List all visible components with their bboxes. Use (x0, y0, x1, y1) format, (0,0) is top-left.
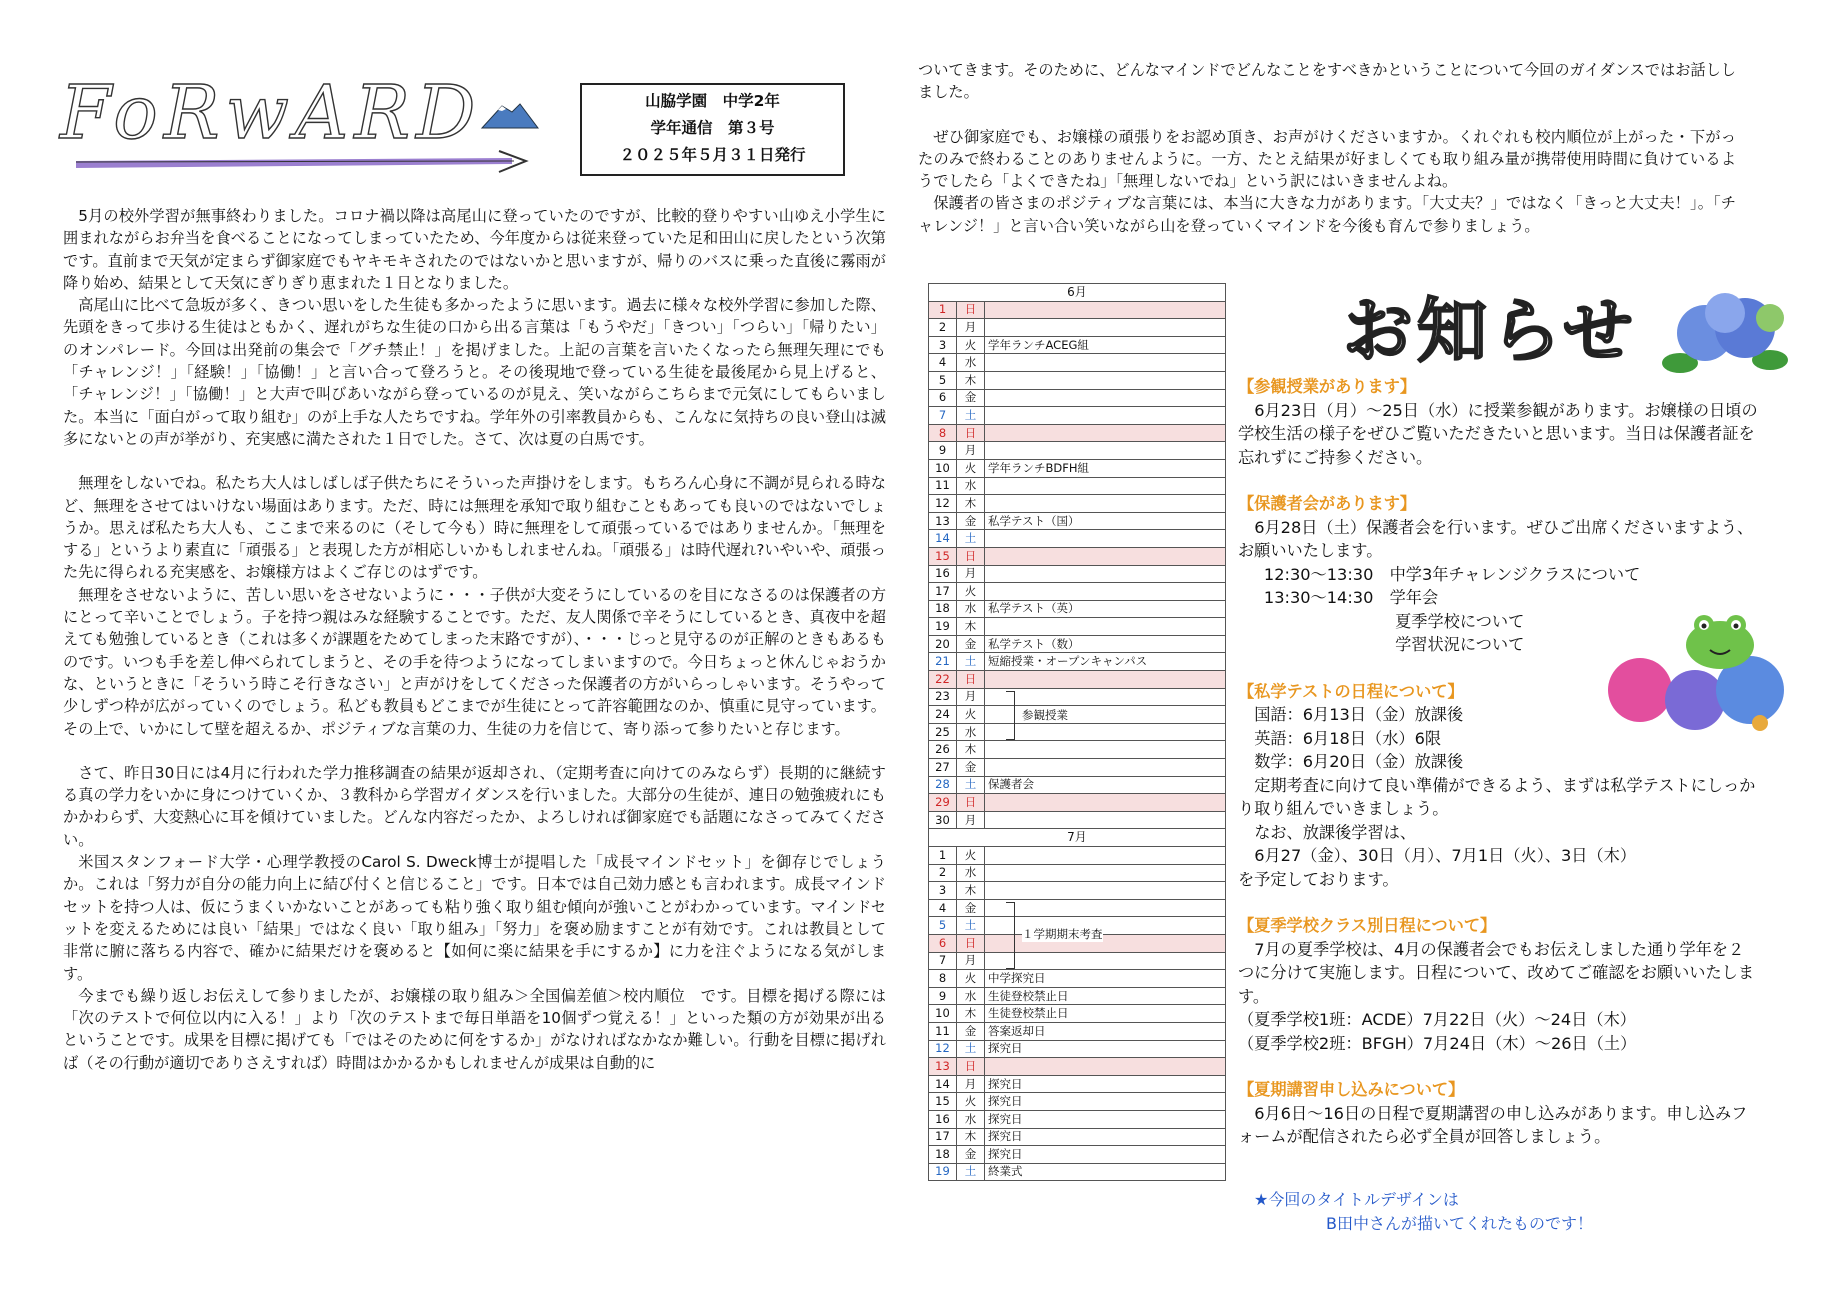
event: 学年ランチACEG組 (985, 336, 1226, 354)
paragraph-gap (63, 450, 886, 472)
event (985, 442, 1226, 460)
event (985, 794, 1226, 812)
day-number: 6 (929, 389, 957, 407)
weekday: 火 (957, 336, 985, 354)
calendar-row (929, 671, 1226, 689)
notice-text: 6月28日（土）保護者会を行います。ぜひご出席くださいますよう、お願いいたします。 (1238, 517, 1754, 560)
article-paragraph: 無理をしないでね。私たち大人はしばしば子供たちにそういった声掛けをします。もちろん心身に不調が見られる時など、無理をさせてはいけない場面はあります。ただ、時には無理を承知で取り組むこともあっても良いのではないでしょうか。思えば私たち大人も、ここまで来るのに（そして今も）時に無理をして頑張っているではありませんか。「無理をする」というより素直に「頑張る」と表現した方が相応しいかもしれませんね。「頑張る」は時代遅れ?いやいや、頑張った先に得られる充実感を、お嬢様方はよくご存じのはずです。 (63, 474, 886, 582)
event: 私学テスト（英） (985, 600, 1226, 618)
test-date: 英語：6月18日（水）6限 (1254, 728, 1442, 748)
day-number: 11 (929, 477, 957, 495)
day-number: 10 (929, 459, 957, 477)
event: 短縮授業・オープンキャンパス (985, 653, 1226, 671)
weekday: 木 (957, 495, 985, 513)
day-number: 9 (929, 987, 957, 1005)
notice-text: 定期考査に向けて良い準備ができるよう、まずは私学テストにしっかり取り組んでいきましょう。 (1238, 775, 1756, 818)
weekday: 水 (957, 1110, 985, 1128)
day-number: 4 (929, 899, 957, 917)
weekday: 水 (957, 354, 985, 372)
day-number: 1 (929, 847, 957, 865)
day-number: 9 (929, 442, 957, 460)
event (985, 530, 1226, 548)
calendar-row (929, 899, 1226, 917)
day-number: 29 (929, 794, 957, 812)
event: 探究日 (985, 1146, 1226, 1164)
brace-bracket (1006, 691, 1015, 740)
weekday: 水 (957, 864, 985, 882)
weekday: 土 (957, 776, 985, 794)
weekday: 金 (957, 1022, 985, 1040)
day-number: 20 (929, 635, 957, 653)
calendar-row (929, 970, 1226, 988)
calendar-row (929, 1093, 1226, 1111)
event (985, 371, 1226, 389)
article-paragraph: 米国スタンフォード大学・心理学教授のCarol S. Dweck博士が提唱した「成長マインドセット」を御存じでしょうか。これは「努力が自分の能力向上に結び付くと信じること」です。日本では自己効力感とも言われます。成長マインドセットを持つ人は、仮にうまくいかないことがあっても粘り強く取り組む傾向が強いことがわかっています。マインドセットを変えるためには良い「結果」ではなく良い「取り組み」「努力」を褒め励ますことが有効です。これは教員として非常に腑に落ちる内容で、確かに結果だけを褒めると【如何に楽に結果を手にするか】に力を注ぐようになる気がします。 (63, 853, 886, 983)
event (985, 688, 1226, 706)
design-credit (1254, 1188, 1593, 1236)
notice-heading: 【参観授業があります】 (1238, 377, 1417, 396)
event (985, 864, 1226, 882)
day-number: 27 (929, 759, 957, 777)
day-number: 3 (929, 336, 957, 354)
day-number: 17 (929, 583, 957, 601)
weekday: 水 (957, 600, 985, 618)
test-date: 国語：6月13日（金）放課後 (1254, 705, 1464, 724)
weekday: 日 (957, 547, 985, 565)
day-number: 17 (929, 1128, 957, 1146)
calendar-row (929, 1110, 1226, 1128)
day-number: 13 (929, 1058, 957, 1076)
article-paragraph: 高尾山に比べて急坂が多く、きつい思いをした生徒も多かったように思います。過去に様々な校外学習に参加した際、先頭をきって歩ける生徒はともかく、遅れがちな生徒の口から出る言葉は「もうやだ」「きつい」「つらい」「帰りたい」のオンパレード。今回は出発前の集会で「グチ禁止！」を掲げました。上記の言葉を言いたくなったら無理矢理にでも「チャレンジ！」「経験！」「協働！」と言い合って登ろうと。その後現地で登っている生徒を最後尾から見上げると、「チャレンジ！」「協働！」と大声で叫びあいながら登っているのが見え、笑いながらこちらまで元気にしてもらいました。本当に「面白がって取り組む」のが上手な人たちですね。学年外の引率教員からも、こんなに気持ちの良い登山は滅多にないとの声が挙がり、充実感に満たされた１日でした。さて、次は夏の白馬です。 (63, 296, 886, 448)
credit-line: ★今回のタイトルデザインは (1254, 1190, 1459, 1209)
calendar-row (929, 565, 1226, 583)
event (985, 759, 1226, 777)
weekday: 日 (957, 1058, 985, 1076)
event: 保護者会 (985, 776, 1226, 794)
calendar-row (929, 600, 1226, 618)
day-number: 26 (929, 741, 957, 759)
day-number: 15 (929, 547, 957, 565)
credit-line: B田中さんが描いてくれたものです！ (1326, 1214, 1593, 1233)
event: 生徒登校禁止日 (985, 1005, 1226, 1023)
weekday: 日 (957, 794, 985, 812)
calendar-row (929, 1040, 1226, 1058)
calendar-row (929, 301, 1226, 319)
event (985, 495, 1226, 513)
article-paragraph: 5月の校外学習が無事終わりました。コロナ禍以降は高尾山に登っていたのですが、比較的登りやすい山ゆえ小学生に囲まれながらお弁当を食べることになってしまっていたため、今年度からは従来登っていた足和田山に戻したという次第です。直前まで天気が定まらず御家庭でもヤキモキされたのではないかと思いますが、帰りのバスに乗った直後に霧雨が降り始め、結果として天気にぎりぎり恵まれた１日となりました。 (63, 207, 886, 292)
weekday: 土 (957, 917, 985, 935)
day-number: 3 (929, 882, 957, 900)
calendar-row (929, 459, 1226, 477)
notice-text: を予定しております。 (1238, 869, 1399, 889)
day-number: 2 (929, 319, 957, 337)
calendar-row (929, 354, 1226, 372)
calendar-row (929, 759, 1226, 777)
notice-heading: 【私学テストの日程について】 (1238, 681, 1464, 701)
month-header (929, 829, 1226, 847)
event (985, 389, 1226, 407)
calendar-row (929, 706, 1226, 724)
day-number: 28 (929, 776, 957, 794)
event (985, 723, 1226, 741)
newsletter-header (580, 83, 845, 176)
weekday: 土 (957, 407, 985, 425)
notice-heading: 【夏期講習申し込みについて】 (1238, 1080, 1465, 1099)
calendar-row (929, 583, 1226, 601)
brace-label-exams: １学期期末考査 (1022, 927, 1103, 942)
weekday: 火 (957, 847, 985, 865)
day-number: 5 (929, 371, 957, 389)
event: 学年ランチBDFH組 (985, 459, 1226, 477)
calendar-row (929, 635, 1226, 653)
calendar-row (929, 512, 1226, 530)
weekday: 火 (957, 459, 985, 477)
event (985, 706, 1226, 724)
notice-text: 6月6日～16日の日程で夏期講習の申し込みがあります。申し込みフォームが配信されたら必ず全員が回答しましょう。 (1238, 1103, 1748, 1146)
calendar-row (929, 987, 1226, 1005)
schedule-row (1238, 563, 1758, 587)
day-number: 16 (929, 565, 957, 583)
calendar-row (929, 882, 1226, 900)
event (985, 952, 1226, 970)
main-article (63, 205, 886, 1074)
weekday: 金 (957, 1146, 985, 1164)
event (985, 934, 1226, 952)
day-number: 8 (929, 424, 957, 442)
calendar-row (929, 389, 1226, 407)
event (985, 618, 1226, 636)
event: 探究日 (985, 1110, 1226, 1128)
day-number: 4 (929, 354, 957, 372)
event (985, 741, 1226, 759)
article-paragraph: 今までも繰り返しお伝えして参りましたが、お嬢様の取り組み＞全国偏差値＞校内順位 です。目標を掲げる際には「次のテストで何位以内に入る！」より「次のテストまで毎日単語を10個ずつ覚える！」といった類の方が効果が出るということです。成果を目標に掲げても「ではそのために何をするか」がなければなかなか難しい。行動を目標に掲げれば（その行動が適切でありさえすれば）時間はかかるかもしれませんが成果は自動的に (63, 986, 886, 1072)
day-number: 7 (929, 407, 957, 425)
schedule-item: 夏季学校について (1395, 611, 1525, 631)
event (985, 583, 1226, 601)
paragraph-gap (63, 740, 886, 762)
day-number: 12 (929, 1040, 957, 1058)
day-number: 11 (929, 1022, 957, 1040)
issue-date: ２０２５年５月３１日発行 (619, 146, 806, 164)
weekday: 火 (957, 583, 985, 601)
event: 中学探究日 (985, 970, 1226, 988)
calendar-row (929, 547, 1226, 565)
month-label: 7月 (929, 829, 1226, 847)
paragraph-gap (918, 104, 1736, 126)
weekday: 木 (957, 1005, 985, 1023)
calendar-row (929, 811, 1226, 829)
day-number: 19 (929, 1163, 957, 1181)
calendar-row (929, 1022, 1226, 1040)
event (985, 354, 1226, 372)
calendar-row (929, 1005, 1226, 1023)
day-number: 18 (929, 1146, 957, 1164)
frog-icon (1600, 605, 1800, 735)
schedule-item: 学習状況について (1395, 635, 1525, 654)
mountain-icon (480, 98, 540, 130)
day-number: 25 (929, 723, 957, 741)
brace-bracket (1006, 902, 1015, 968)
event: 探究日 (985, 1093, 1226, 1111)
weekday: 木 (957, 1128, 985, 1146)
event (985, 671, 1226, 689)
issue-number: 学年通信 第３号 (650, 119, 775, 137)
notices-panel (1238, 375, 1758, 1149)
day-number: 23 (929, 688, 957, 706)
weekday: 土 (957, 530, 985, 548)
weekday: 木 (957, 882, 985, 900)
schedule-item: 学年会 (1389, 588, 1439, 607)
day-number: 2 (929, 864, 957, 882)
day-number: 16 (929, 1110, 957, 1128)
notice-heading: 【保護者会があります】 (1238, 494, 1417, 513)
day-number: 14 (929, 530, 957, 548)
day-number: 22 (929, 671, 957, 689)
event (985, 1058, 1226, 1076)
article-paragraph: 無理をさせないように、苦しい思いをさせないように・・・子供が大変そうにしているのを目になさるのは保護者の方にとって辛いことでしょう。子を持つ親はみな経験することです。ただ、友人関係で辛そうにしているとき、真夜中を超えても勉強しているとき（これは多くが課題をためてしまった末路ですが）、・・・じっと見守るのが正解のときもあるものです。いつも手を差し伸べられてしまうと、その手を待つようになってしまいますので。今日ちょっと休んじゃおうかな、というときに「そういう時こそ行きなさい」と声がけをしてくださった保護者の方がいらっしゃいます。そうやって少しずつ枠が広がっていくのでしょう。私ども教員もどこまでが生徒にとって許容範囲なのか、慎重に見守っています。その上で、いかにして壁を超えるか、ポジティブな言葉の力、生徒の力を信じて、寄り添って参りたいと存じます。 (63, 585, 886, 738)
event (985, 477, 1226, 495)
day-number: 13 (929, 512, 957, 530)
article-continued (918, 59, 1736, 237)
notice-heading: 【夏季学校クラス別日程について】 (1238, 916, 1497, 935)
calendar-row (929, 1146, 1226, 1164)
event: 探究日 (985, 1040, 1226, 1058)
calendar-table (928, 283, 1226, 1181)
schedule-time: 12:30～13:30 (1263, 564, 1374, 584)
camp-schedule: （夏季学校1班：ACDE）7月22日（火）～24日（木） (1238, 1010, 1636, 1029)
day-number: 21 (929, 653, 957, 671)
weekday: 月 (957, 565, 985, 583)
calendar-row (929, 407, 1226, 425)
day-number: 10 (929, 1005, 957, 1023)
calendar-row (929, 336, 1226, 354)
arrow-icon (74, 148, 534, 174)
event (985, 547, 1226, 565)
event: 答案返却日 (985, 1022, 1226, 1040)
weekday: 日 (957, 934, 985, 952)
weekday: 日 (957, 424, 985, 442)
day-number: 5 (929, 917, 957, 935)
calendar-row (929, 424, 1226, 442)
weekday: 火 (957, 706, 985, 724)
weekday: 日 (957, 671, 985, 689)
weekday: 水 (957, 987, 985, 1005)
event (985, 407, 1226, 425)
event: 探究日 (985, 1075, 1226, 1093)
weekday: 土 (957, 653, 985, 671)
calendar-row (929, 952, 1226, 970)
calendar-row (929, 864, 1226, 882)
camp-schedule: （夏季学校2班：BFGH）7月24日（木）～26日（土） (1238, 1033, 1637, 1053)
day-number: 24 (929, 706, 957, 724)
calendar-row (929, 1163, 1226, 1181)
calendar-row (929, 653, 1226, 671)
calendar-row (929, 618, 1226, 636)
test-date: 数学：6月20日（金）放課後 (1254, 752, 1464, 771)
weekday: 木 (957, 371, 985, 389)
day-number: 30 (929, 811, 957, 829)
calendar-row (929, 794, 1226, 812)
month-label: 6月 (929, 284, 1226, 302)
notice-text: 7月の夏季学校は、4月の保護者会でもお伝えしました通り学年を２つに分けて実施します。日程について、改めてご確認をお願いいたします。 (1238, 939, 1755, 1006)
weekday: 月 (957, 952, 985, 970)
day-number: 19 (929, 618, 957, 636)
month-header (929, 284, 1226, 302)
weekday: 火 (957, 1093, 985, 1111)
day-number: 15 (929, 1093, 957, 1111)
article-paragraph: ついてきます。そのために、どんなマインドでどんなことをすべきかということについて今回のガイダンスではお話ししました。 (918, 61, 1736, 102)
calendar-row (929, 688, 1226, 706)
brace-label-observation: 参観授業 (1022, 707, 1068, 722)
event (985, 565, 1226, 583)
weekday: 土 (957, 1040, 985, 1058)
school-grade: 山脇学園 中学2年 (645, 92, 780, 110)
weekday: 火 (957, 970, 985, 988)
weekday: 木 (957, 618, 985, 636)
day-number: 12 (929, 495, 957, 513)
day-number: 1 (929, 301, 957, 319)
schedule-item: 中学3年チャレンジクラスについて (1389, 564, 1641, 584)
notices-title: お知らせ (1343, 290, 1637, 372)
calendar-row (929, 530, 1226, 548)
calendar-row (929, 442, 1226, 460)
weekday: 月 (957, 811, 985, 829)
weekday: 月 (957, 1075, 985, 1093)
hydrangea-icon (1650, 278, 1800, 388)
weekday: 金 (957, 899, 985, 917)
weekday: 木 (957, 741, 985, 759)
schedule-time: 13:30～14:30 (1263, 588, 1374, 607)
event: 私学テスト（数） (985, 635, 1226, 653)
weekday: 金 (957, 635, 985, 653)
weekday: 月 (957, 688, 985, 706)
weekday: 金 (957, 512, 985, 530)
snail-icon (1752, 715, 1768, 731)
article-paragraph: さて、昨日30日には4月に行われた学力推移調査の結果が返却され、（定期考査に向けてのみならず）長期的に継続する真の学力をいかに身につけていくか、３教科から学習ガイダンスを行いました。大部分の生徒が、連日の勉強疲れにもかかわらず、大変熱心に耳を傾けていました。どんな内容だったか、よろしければ御家庭でも話題になさってみてください。 (63, 763, 886, 849)
calendar-row (929, 776, 1226, 794)
event (985, 847, 1226, 865)
calendar-row (929, 495, 1226, 513)
event: 生徒登校禁止日 (985, 987, 1226, 1005)
day-number: 8 (929, 970, 957, 988)
event: 探究日 (985, 1128, 1226, 1146)
weekday: 水 (957, 723, 985, 741)
event: 私学テスト（国） (985, 512, 1226, 530)
article-paragraph: ぜひ御家庭でも、お嬢様の頑張りをお認め頂き、お声がけくださいますか。くれぐれも校内順位が上がった・下がったのみで終わることのありませんように。一方、たとえ結果が好ましくても取り組み量が携帯使用時間に負けているようでしたら「よくできたね」「無理しないでね」という訳にはいきませんよね。 (918, 127, 1737, 191)
day-number: 6 (929, 934, 957, 952)
notice-text: なお、放課後学習は、 (1254, 822, 1417, 842)
calendar-row (929, 847, 1226, 865)
weekday: 土 (957, 1163, 985, 1181)
weekday: 月 (957, 442, 985, 460)
weekday: 水 (957, 477, 985, 495)
notice-text: 6月23日（月）～25日（水）に授業参観があります。お嬢様の日頃の学校生活の様子をぜひご覧いただきたいと思います。当日は保護者証を忘れずにご持参ください。 (1238, 400, 1758, 467)
article-paragraph: 保護者の皆さまのポジティブな言葉には、本当に大きな力があります。「大丈夫？」ではなく「きっと大丈夫！」。「チャレンジ！」と言い合い笑いながら山を登っていくマインドを今後も育んで参りましょう。 (918, 194, 1736, 235)
event (985, 917, 1226, 935)
weekday: 日 (957, 301, 985, 319)
calendar-row (929, 1058, 1226, 1076)
logo-title: FoRwARD (60, 70, 482, 156)
weekday: 月 (957, 319, 985, 337)
event (985, 319, 1226, 337)
calendar-row (929, 477, 1226, 495)
calendar-row (929, 319, 1226, 337)
weekday: 金 (957, 759, 985, 777)
day-number: 7 (929, 952, 957, 970)
event (985, 301, 1226, 319)
event (985, 882, 1226, 900)
weekday: 金 (957, 389, 985, 407)
forward-logo (60, 70, 560, 180)
calendar-row (929, 741, 1226, 759)
event (985, 811, 1226, 829)
calendar-row (929, 1128, 1226, 1146)
day-number: 14 (929, 1075, 957, 1093)
calendar-row (929, 1075, 1226, 1093)
calendar-row (929, 723, 1226, 741)
event (985, 424, 1226, 442)
event: 終業式 (985, 1163, 1226, 1181)
calendar-row (929, 371, 1226, 389)
event (985, 899, 1226, 917)
day-number: 18 (929, 600, 957, 618)
notice-text: 6月27（金）、30日（月）、7月1日（火）、3日（木） (1254, 846, 1637, 865)
